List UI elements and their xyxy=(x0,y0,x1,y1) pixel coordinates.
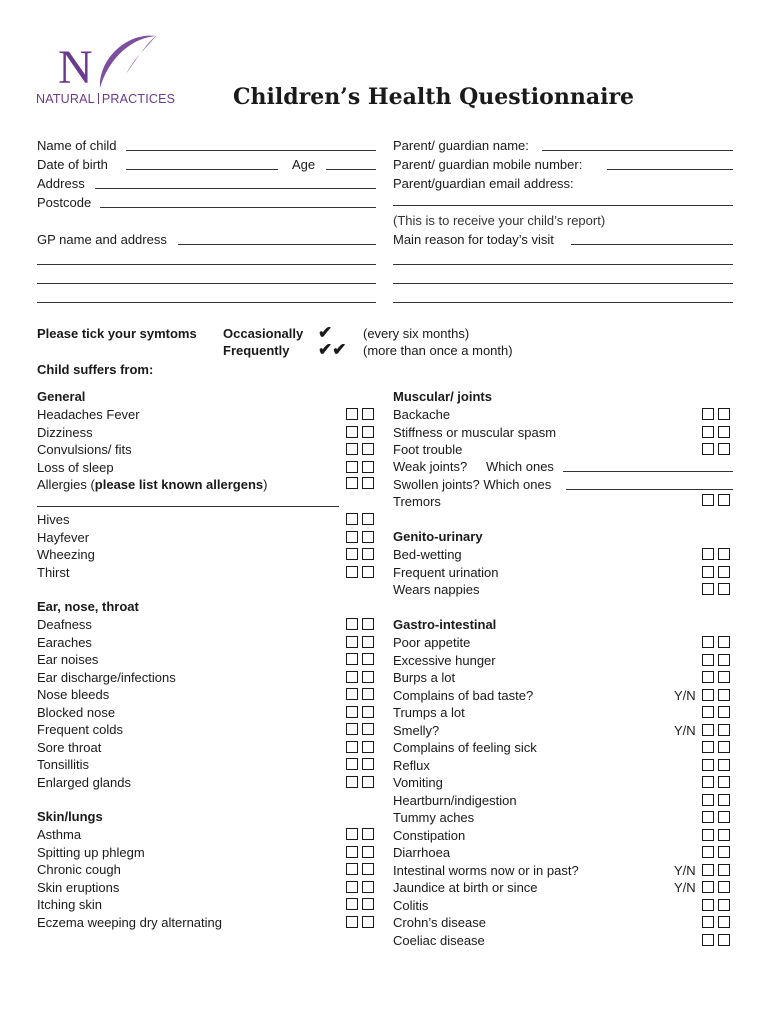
checkbox-pair[interactable] xyxy=(702,759,733,771)
checkbox-frequently[interactable] xyxy=(362,513,374,525)
logo-swirl-icon xyxy=(96,30,162,96)
checkbox-frequently[interactable] xyxy=(718,724,730,736)
parent-mobile-label: Parent/ guardian mobile number: xyxy=(393,157,583,172)
checkbox-pair[interactable] xyxy=(346,408,377,420)
symptom-smelly: Smelly? xyxy=(393,722,440,738)
name-of-child-line[interactable] xyxy=(126,150,376,151)
checkbox-pair[interactable] xyxy=(702,899,733,911)
checkbox-pair[interactable] xyxy=(346,461,377,473)
symptom-bed-wetting: Bed-wetting xyxy=(393,547,462,562)
report-note: (This is to receive your child’s report) xyxy=(393,213,606,228)
checkbox-frequently[interactable] xyxy=(362,408,374,420)
page-title: Children’s Health Questionnaire xyxy=(233,84,635,110)
symptom-itching-skin: Itching skin xyxy=(37,897,103,912)
symptom-coeliac-disease: Coeliac disease xyxy=(393,932,485,948)
checkbox-frequently[interactable] xyxy=(718,829,730,841)
symptom-enlarged-glands: Enlarged glands xyxy=(37,774,131,790)
checkbox-occasionally[interactable] xyxy=(702,636,714,648)
checkbox-frequently[interactable] xyxy=(362,618,374,630)
symptom-tummy-aches: Tummy aches xyxy=(393,810,475,825)
checkbox-pair[interactable] xyxy=(346,671,377,683)
checkbox-pair[interactable] xyxy=(702,846,733,858)
checkbox-pair[interactable] xyxy=(702,654,733,666)
checkbox-frequently[interactable] xyxy=(362,477,374,489)
symptom-burps-a-lot: Burps a lot xyxy=(393,670,456,685)
symptom-earaches: Earaches xyxy=(37,634,92,650)
checkbox-frequently[interactable] xyxy=(718,408,730,420)
checkbox-frequently[interactable] xyxy=(718,689,730,701)
symptom-wears-nappies: Wears nappies xyxy=(393,582,480,597)
checkbox-pair[interactable] xyxy=(346,477,377,489)
suffers-label: Child suffers from: xyxy=(37,362,154,377)
age-line[interactable] xyxy=(326,169,376,170)
checkbox-occasionally[interactable] xyxy=(702,899,714,911)
checkbox-frequently[interactable] xyxy=(718,934,730,946)
checkbox-occasionally[interactable] xyxy=(346,443,358,455)
checkbox-pair[interactable] xyxy=(702,881,733,893)
symptom-spitting-up-phlegm: Spitting up phlegm xyxy=(37,844,145,860)
checkbox-occasionally[interactable] xyxy=(346,863,358,875)
reason-line-3[interactable] xyxy=(393,283,733,284)
symptom-complains-of-feeling-sick: Complains of feeling sick xyxy=(393,740,537,755)
checkbox-frequently[interactable] xyxy=(362,723,374,735)
checkbox-frequently[interactable] xyxy=(362,898,374,910)
checkbox-pair[interactable] xyxy=(702,566,733,578)
checkbox-pair[interactable] xyxy=(702,548,733,560)
parent-email-line[interactable] xyxy=(393,205,733,206)
frequently-label: Frequently xyxy=(223,343,290,358)
checkbox-occasionally[interactable] xyxy=(702,776,714,788)
checkbox-occasionally[interactable] xyxy=(346,477,358,489)
checkbox-frequently[interactable] xyxy=(718,636,730,648)
checkbox-frequently[interactable] xyxy=(718,864,730,876)
logo-text xyxy=(36,92,175,106)
checkbox-frequently[interactable] xyxy=(718,899,730,911)
gp-line-3[interactable] xyxy=(37,283,376,284)
checkbox-occasionally[interactable] xyxy=(346,846,358,858)
parent-name-line[interactable] xyxy=(542,150,733,151)
checkbox-frequently[interactable] xyxy=(718,494,730,506)
postcode-label: Postcode xyxy=(37,195,92,210)
symptom-tonsillitis: Tonsillitis xyxy=(37,757,90,772)
checkbox-frequently[interactable] xyxy=(362,741,374,753)
tremors-label: Tremors xyxy=(393,494,441,509)
checkbox-pair[interactable] xyxy=(346,531,377,543)
symptom-diarrhoea: Diarrhoea xyxy=(393,845,451,860)
checkbox-frequently[interactable] xyxy=(718,443,730,455)
symptom-hayfever: Hayfever xyxy=(37,529,90,545)
checkbox-occasionally[interactable] xyxy=(702,426,714,438)
yes-no-label: Y/N xyxy=(674,862,696,878)
checkbox-occasionally[interactable] xyxy=(702,408,714,420)
symptom-reflux: Reflux xyxy=(393,757,430,773)
symptom-excessive-hunger: Excessive hunger xyxy=(393,652,496,668)
checkbox-frequently[interactable] xyxy=(362,916,374,928)
swollen-joints-label: Swollen joints? Which ones xyxy=(393,477,552,492)
occasionally-desc: (every six months) xyxy=(363,326,470,341)
symptom-sore-throat: Sore throat xyxy=(37,739,102,755)
checkbox-pair[interactable] xyxy=(346,898,377,910)
checkbox-pair[interactable] xyxy=(346,916,377,928)
checkbox-frequently[interactable] xyxy=(718,776,730,788)
symptom-crohn-s-disease: Crohn’s disease xyxy=(393,915,486,930)
checkbox-occasionally[interactable] xyxy=(702,864,714,876)
checkbox-occasionally[interactable] xyxy=(702,566,714,578)
checkbox-occasionally[interactable] xyxy=(346,741,358,753)
reason-line-2[interactable] xyxy=(393,264,733,265)
checkbox-occasionally[interactable] xyxy=(346,426,358,438)
checkbox-occasionally[interactable] xyxy=(346,513,358,525)
checkbox-occasionally[interactable] xyxy=(346,916,358,928)
checkbox-pair[interactable] xyxy=(702,811,733,823)
checkbox-pair[interactable] xyxy=(346,846,377,858)
checkbox-pair[interactable] xyxy=(702,794,733,806)
checkbox-frequently[interactable] xyxy=(362,653,374,665)
symptom-chronic-cough: Chronic cough xyxy=(37,862,121,877)
checkbox-pair[interactable] xyxy=(346,741,377,753)
checkbox-occasionally[interactable] xyxy=(346,706,358,718)
symptom-poor-appetite: Poor appetite xyxy=(393,635,471,650)
allergies-line[interactable] xyxy=(37,506,339,507)
checkbox-frequently[interactable] xyxy=(718,548,730,560)
logo-word-natural: NATURAL xyxy=(36,92,95,106)
date-of-birth-label: Date of birth xyxy=(37,157,108,172)
allergies-label xyxy=(37,477,267,493)
checkbox-frequently[interactable] xyxy=(718,654,730,666)
symptom-frequent-urination: Frequent urination xyxy=(393,564,499,580)
checkbox-frequently[interactable] xyxy=(362,548,374,560)
checkbox-occasionally[interactable] xyxy=(346,531,358,543)
allergies-suffix: ) xyxy=(263,477,268,492)
checkbox-pair[interactable] xyxy=(346,426,377,438)
symptom-intestinal-worms-now-or-in-past: Intestinal worms now or in past? xyxy=(393,862,579,878)
checkbox-occasionally[interactable] xyxy=(702,706,714,718)
checkbox-occasionally[interactable] xyxy=(702,724,714,736)
logo-letter: N xyxy=(58,41,93,94)
checkbox-pair[interactable] xyxy=(702,724,733,736)
logo-word-practices: PRACTICES xyxy=(101,92,176,106)
reason-line-4[interactable] xyxy=(393,302,733,303)
postcode-line[interactable] xyxy=(100,207,376,208)
checkbox-pair[interactable] xyxy=(702,583,733,595)
swollen-joints-line[interactable] xyxy=(566,489,733,490)
checkbox-frequently[interactable] xyxy=(718,794,730,806)
symptom-blocked-nose: Blocked nose xyxy=(37,704,116,720)
muscular-heading: Muscular/ joints xyxy=(393,389,492,404)
checkbox-frequently[interactable] xyxy=(718,583,730,595)
checkbox-pair[interactable] xyxy=(346,758,377,770)
checkbox-frequently[interactable] xyxy=(362,776,374,788)
checkbox-pair[interactable] xyxy=(702,408,733,420)
symptom-stiffness-or-muscular-spasm: Stiffness or muscular spasm xyxy=(393,424,557,440)
checkbox-occasionally[interactable] xyxy=(702,548,714,560)
checkbox-occasionally[interactable] xyxy=(346,881,358,893)
checkbox-pair[interactable] xyxy=(346,828,377,840)
checkbox-pair[interactable] xyxy=(346,636,377,648)
checkbox-occasionally[interactable] xyxy=(702,934,714,946)
skin-heading: Skin/lungs xyxy=(37,809,103,824)
checkbox-pair[interactable] xyxy=(346,653,377,665)
checkbox-pair[interactable] xyxy=(702,741,733,753)
checkbox-occasionally[interactable] xyxy=(702,916,714,928)
checkbox-occasionally[interactable] xyxy=(346,566,358,578)
checkbox-occasionally[interactable] xyxy=(702,881,714,893)
checkbox-frequently[interactable] xyxy=(718,671,730,683)
gastro-heading: Gastro-intestinal xyxy=(393,617,497,632)
symptom-deafness: Deafness xyxy=(37,617,92,632)
checkbox-pair[interactable] xyxy=(346,706,377,718)
reason-label: Main reason for today’s visit xyxy=(393,232,554,247)
checkbox-occasionally[interactable] xyxy=(346,618,358,630)
symptom-heartburn-indigestion: Heartburn/indigestion xyxy=(393,792,517,808)
gp-line-4[interactable] xyxy=(37,302,376,303)
checkbox-frequently[interactable] xyxy=(362,443,374,455)
symptom-dizziness: Dizziness xyxy=(37,424,93,440)
gp-line[interactable] xyxy=(178,244,376,245)
yes-no-label: Y/N xyxy=(674,880,696,895)
symptom-ear-discharge-infections: Ear discharge/infections xyxy=(37,669,176,685)
symptom-complains-of-bad-taste: Complains of bad taste? xyxy=(393,687,534,703)
logo-divider xyxy=(98,93,99,104)
checkbox-pair[interactable] xyxy=(346,513,377,525)
symptom-wheezing: Wheezing xyxy=(37,547,95,562)
general-heading: General xyxy=(37,389,86,404)
symptom-trumps-a-lot: Trumps a lot xyxy=(393,705,465,720)
checkbox-frequently[interactable] xyxy=(718,846,730,858)
date-of-birth-line[interactable] xyxy=(126,169,278,170)
symptom-backache: Backache xyxy=(393,407,451,422)
checkbox-occasionally[interactable] xyxy=(346,653,358,665)
checkbox-frequently[interactable] xyxy=(718,759,730,771)
checkbox-occasionally[interactable] xyxy=(702,494,714,506)
checkbox-frequently[interactable] xyxy=(362,461,374,473)
checkbox-frequently[interactable] xyxy=(362,881,374,893)
checkbox-occasionally[interactable] xyxy=(702,846,714,858)
single-tick-icon: ✔ xyxy=(318,323,333,342)
checkbox-pair[interactable] xyxy=(702,636,733,648)
genito-heading: Genito-urinary xyxy=(393,529,483,544)
checkbox-frequently[interactable] xyxy=(362,636,374,648)
checkbox-occasionally[interactable] xyxy=(702,759,714,771)
symptom-hives: Hives xyxy=(37,512,70,527)
symptom-headaches-fever: Headaches Fever xyxy=(37,407,140,422)
checkbox-occasionally[interactable] xyxy=(346,898,358,910)
checkbox-pair[interactable] xyxy=(346,776,377,788)
checkbox-occasionally[interactable] xyxy=(346,461,358,473)
gp-line-2[interactable] xyxy=(37,264,376,265)
symptom-ear-noises: Ear noises xyxy=(37,652,99,667)
checkbox-pair[interactable] xyxy=(702,934,733,946)
checkbox-frequently[interactable] xyxy=(362,531,374,543)
age-label: Age xyxy=(292,157,316,172)
symptom-jaundice-at-birth-or-since: Jaundice at birth or since xyxy=(393,880,538,895)
symptom-constipation: Constipation xyxy=(393,827,466,843)
occasionally-label: Occasionally xyxy=(223,326,304,341)
instruction-label: Please tick your symtoms xyxy=(37,326,197,341)
checkbox-frequently[interactable] xyxy=(362,758,374,770)
symptom-foot-trouble: Foot trouble xyxy=(393,442,463,457)
checkbox-frequently[interactable] xyxy=(362,688,374,700)
checkbox-pair[interactable] xyxy=(702,776,733,788)
checkbox-occasionally[interactable] xyxy=(702,689,714,701)
reason-line[interactable] xyxy=(571,244,733,245)
checkbox-occasionally[interactable] xyxy=(702,671,714,683)
parent-email-label: Parent/guardian email address: xyxy=(393,176,574,191)
symptom-vomiting: Vomiting xyxy=(393,775,443,790)
allergies-prefix: Allergies ( xyxy=(37,477,95,492)
checkbox-pair[interactable] xyxy=(346,618,377,630)
parent-mobile-line[interactable] xyxy=(607,169,733,170)
checkbox-pair[interactable] xyxy=(346,723,377,735)
symptom-asthma: Asthma xyxy=(37,827,82,842)
symptom-nose-bleeds: Nose bleeds xyxy=(37,687,110,702)
checkbox-occasionally[interactable] xyxy=(702,794,714,806)
checkbox-occasionally[interactable] xyxy=(702,654,714,666)
checkbox-pair[interactable] xyxy=(702,426,733,438)
address-line[interactable] xyxy=(95,188,376,189)
checkbox-frequently[interactable] xyxy=(362,828,374,840)
double-tick-icon: ✔✔ xyxy=(318,340,347,359)
checkbox-pair[interactable] xyxy=(702,671,733,683)
checkbox-occasionally[interactable] xyxy=(346,548,358,560)
checkbox-pair[interactable] xyxy=(346,688,377,700)
checkbox-pair[interactable] xyxy=(702,864,733,876)
checkbox-frequently[interactable] xyxy=(362,706,374,718)
checkbox-occasionally[interactable] xyxy=(702,811,714,823)
checkbox-occasionally[interactable] xyxy=(346,758,358,770)
address-label: Address xyxy=(37,176,85,191)
symptom-eczema-weeping-dry-alternating: Eczema weeping dry alternating xyxy=(37,914,222,930)
checkbox-occasionally[interactable] xyxy=(346,828,358,840)
checkbox-occasionally[interactable] xyxy=(702,443,714,455)
checkbox-frequently[interactable] xyxy=(362,426,374,438)
checkbox-pair[interactable] xyxy=(702,443,733,455)
checkbox-frequently[interactable] xyxy=(718,566,730,578)
which-ones-label: Which ones xyxy=(486,459,554,474)
yes-no-label: Y/N xyxy=(674,722,696,738)
checkbox-frequently[interactable] xyxy=(718,706,730,718)
checkbox-occasionally[interactable] xyxy=(346,408,358,420)
checkbox-frequently[interactable] xyxy=(362,846,374,858)
name-of-child-label: Name of child xyxy=(37,138,117,153)
checkbox-frequently[interactable] xyxy=(362,566,374,578)
checkbox-frequently[interactable] xyxy=(718,881,730,893)
checkbox-occasionally[interactable] xyxy=(346,688,358,700)
checkbox-occasionally[interactable] xyxy=(346,636,358,648)
symptom-thirst: Thirst xyxy=(37,564,70,580)
yes-no-label: Y/N xyxy=(674,687,696,703)
checkbox-occasionally[interactable] xyxy=(346,776,358,788)
symptom-convulsions-fits: Convulsions/ fits xyxy=(37,442,132,457)
checkbox-frequently[interactable] xyxy=(718,811,730,823)
checkbox-frequently[interactable] xyxy=(718,741,730,753)
checkbox-pair[interactable] xyxy=(346,548,377,560)
checkbox-pair[interactable] xyxy=(346,566,377,578)
symptom-skin-eruptions: Skin eruptions xyxy=(37,879,120,895)
checkbox-frequently[interactable] xyxy=(362,863,374,875)
symptom-loss-of-sleep: Loss of sleep xyxy=(37,459,114,475)
checkbox-occasionally[interactable] xyxy=(702,583,714,595)
parent-name-label: Parent/ guardian name: xyxy=(393,138,529,153)
weak-joints-line[interactable] xyxy=(563,471,733,472)
checkbox-occasionally[interactable] xyxy=(702,829,714,841)
symptom-frequent-colds: Frequent colds xyxy=(37,722,123,737)
checkbox-pair[interactable] xyxy=(346,881,377,893)
gp-label: GP name and address xyxy=(37,232,167,247)
checkbox-pair[interactable] xyxy=(702,689,733,701)
checkbox-pair[interactable] xyxy=(702,494,733,506)
checkbox-pair[interactable] xyxy=(702,829,733,841)
allergies-bold: please list known allergens xyxy=(94,477,264,492)
checkbox-pair[interactable] xyxy=(346,443,377,455)
checkbox-frequently[interactable] xyxy=(362,671,374,683)
checkbox-frequently[interactable] xyxy=(718,426,730,438)
checkbox-occasionally[interactable] xyxy=(346,671,358,683)
weak-joints-label: Weak joints? xyxy=(393,459,468,474)
ent-heading: Ear, nose, throat xyxy=(37,599,139,614)
checkbox-pair[interactable] xyxy=(702,916,733,928)
checkbox-occasionally[interactable] xyxy=(702,741,714,753)
checkbox-frequently[interactable] xyxy=(718,916,730,928)
symptom-colitis: Colitis xyxy=(393,897,429,913)
checkbox-pair[interactable] xyxy=(346,863,377,875)
frequently-desc: (more than once a month) xyxy=(363,343,513,358)
checkbox-occasionally[interactable] xyxy=(346,723,358,735)
checkbox-pair[interactable] xyxy=(702,706,733,718)
